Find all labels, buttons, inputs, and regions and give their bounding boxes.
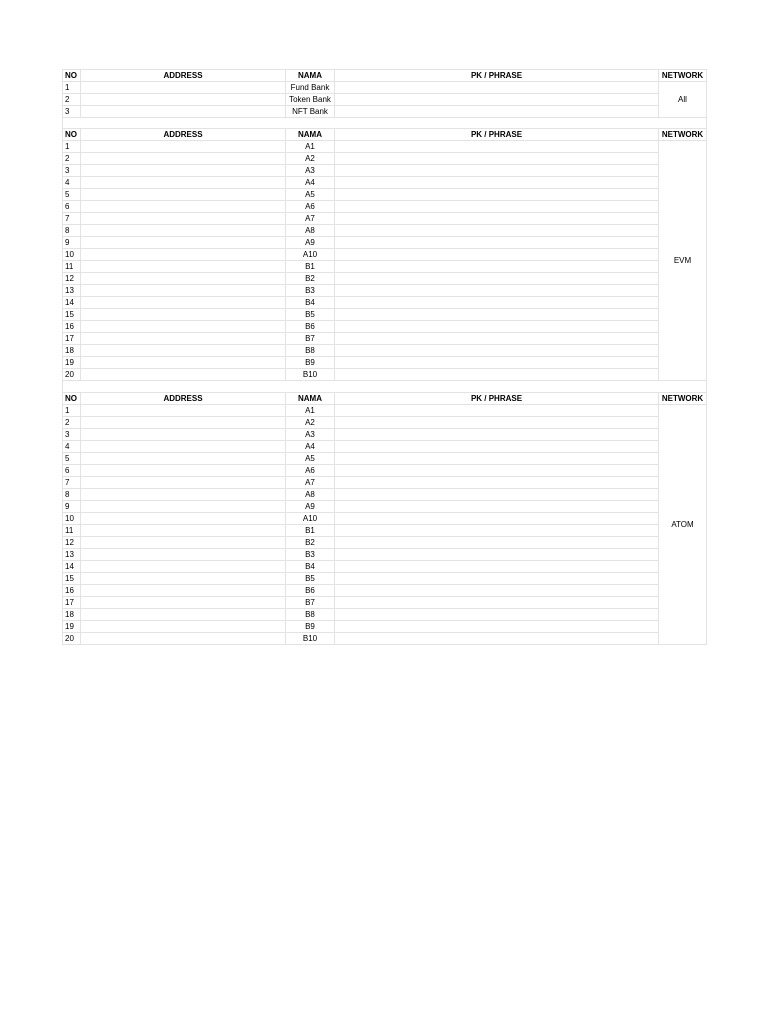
table-row <box>63 548 707 560</box>
nama-cell[interactable]: B2 <box>286 273 335 285</box>
address-cell[interactable] <box>81 273 286 285</box>
nama-cell[interactable]: B5 <box>286 309 335 321</box>
address-cell[interactable] <box>81 452 286 464</box>
row-number-cell: 12 <box>63 273 81 285</box>
address-cell[interactable] <box>81 165 286 177</box>
header-no: NO <box>63 70 81 82</box>
address-cell[interactable] <box>81 225 286 237</box>
table-row <box>63 357 707 369</box>
table-row <box>63 177 707 189</box>
table-row <box>63 201 707 213</box>
address-cell[interactable] <box>81 488 286 500</box>
pk-phrase-cell[interactable] <box>335 416 659 428</box>
header-network: NETWORK <box>659 70 707 82</box>
row-number-cell: 10 <box>63 512 81 524</box>
address-cell[interactable] <box>81 476 286 488</box>
row-number-cell: 13 <box>63 285 81 297</box>
table-row <box>63 428 707 440</box>
row-number-cell: 9 <box>63 237 81 249</box>
table-row <box>63 584 707 596</box>
address-cell[interactable] <box>81 201 286 213</box>
table-row <box>63 369 707 381</box>
nama-cell[interactable]: A4 <box>286 440 335 452</box>
header-pk-phrase: PK / PHRASE <box>335 392 659 404</box>
row-number-cell: 3 <box>63 106 81 118</box>
nama-cell[interactable]: Fund Bank <box>286 82 335 94</box>
header-row <box>63 70 707 82</box>
row-number-cell: 6 <box>63 464 81 476</box>
table-row <box>63 488 707 500</box>
pk-phrase-cell[interactable] <box>335 512 659 524</box>
pk-phrase-cell[interactable] <box>335 261 659 273</box>
table-row <box>63 452 707 464</box>
row-number-cell: 7 <box>63 213 81 225</box>
table-body <box>63 70 707 645</box>
pk-phrase-cell[interactable] <box>335 369 659 381</box>
address-cell[interactable] <box>81 345 286 357</box>
address-cell[interactable] <box>81 357 286 369</box>
pk-phrase-cell[interactable] <box>335 309 659 321</box>
nama-cell[interactable]: B3 <box>286 285 335 297</box>
address-cell[interactable] <box>81 548 286 560</box>
pk-phrase-cell[interactable] <box>335 464 659 476</box>
pk-phrase-cell[interactable] <box>335 225 659 237</box>
row-number-cell: 2 <box>63 416 81 428</box>
row-number-cell: 11 <box>63 261 81 273</box>
table-row <box>63 237 707 249</box>
row-number-cell: 14 <box>63 560 81 572</box>
pk-phrase-cell[interactable] <box>335 82 659 94</box>
pk-phrase-cell[interactable] <box>335 357 659 369</box>
pk-phrase-cell[interactable] <box>335 620 659 632</box>
nama-cell[interactable]: B7 <box>286 596 335 608</box>
nama-cell[interactable]: A6 <box>286 201 335 213</box>
table-row <box>63 153 707 165</box>
address-cell[interactable] <box>81 141 286 153</box>
address-cell[interactable] <box>81 237 286 249</box>
header-row <box>63 129 707 141</box>
nama-cell[interactable]: A8 <box>286 225 335 237</box>
table-row <box>63 297 707 309</box>
pk-phrase-cell[interactable] <box>335 249 659 261</box>
header-pk-phrase: PK / PHRASE <box>335 70 659 82</box>
table-row <box>63 404 707 416</box>
nama-cell[interactable]: B7 <box>286 333 335 345</box>
row-number-cell: 17 <box>63 333 81 345</box>
row-number-cell: 2 <box>63 94 81 106</box>
address-cell[interactable] <box>81 620 286 632</box>
address-cell[interactable] <box>81 524 286 536</box>
row-number-cell: 7 <box>63 476 81 488</box>
pk-phrase-cell[interactable] <box>335 333 659 345</box>
section-spacer-row <box>63 118 707 129</box>
table-row <box>63 106 707 118</box>
pk-phrase-cell[interactable] <box>335 237 659 249</box>
pk-phrase-cell[interactable] <box>335 345 659 357</box>
header-network: NETWORK <box>659 129 707 141</box>
row-number-cell: 15 <box>63 572 81 584</box>
row-number-cell: 19 <box>63 620 81 632</box>
address-cell[interactable] <box>81 82 286 94</box>
nama-cell[interactable]: B3 <box>286 548 335 560</box>
spacer-cell <box>63 118 707 129</box>
table-row <box>63 512 707 524</box>
address-cell[interactable] <box>81 428 286 440</box>
nama-cell[interactable]: B5 <box>286 572 335 584</box>
pk-phrase-cell[interactable] <box>335 94 659 106</box>
section-spacer-row <box>63 381 707 392</box>
row-number-cell: 8 <box>63 225 81 237</box>
row-number-cell: 10 <box>63 249 81 261</box>
nama-cell[interactable]: A7 <box>286 476 335 488</box>
nama-cell[interactable]: NFT Bank <box>286 106 335 118</box>
pk-phrase-cell[interactable] <box>335 201 659 213</box>
header-address: ADDRESS <box>81 70 286 82</box>
address-cell[interactable] <box>81 608 286 620</box>
address-cell[interactable] <box>81 416 286 428</box>
address-cell[interactable] <box>81 464 286 476</box>
nama-cell[interactable]: A5 <box>286 189 335 201</box>
row-number-cell: 14 <box>63 297 81 309</box>
pk-phrase-cell[interactable] <box>335 106 659 118</box>
pk-phrase-cell[interactable] <box>335 548 659 560</box>
table-row <box>63 536 707 548</box>
address-cell[interactable] <box>81 584 286 596</box>
header-address: ADDRESS <box>81 129 286 141</box>
address-cell[interactable] <box>81 632 286 644</box>
table-row <box>63 440 707 452</box>
address-cell[interactable] <box>81 500 286 512</box>
address-cell[interactable] <box>81 177 286 189</box>
pk-phrase-cell[interactable] <box>335 141 659 153</box>
header-nama: NAMA <box>286 392 335 404</box>
pk-phrase-cell[interactable] <box>335 189 659 201</box>
row-number-cell: 12 <box>63 536 81 548</box>
table-row <box>63 165 707 177</box>
pk-phrase-cell[interactable] <box>335 165 659 177</box>
row-number-cell: 3 <box>63 428 81 440</box>
network-cell[interactable]: All <box>659 82 707 118</box>
table-row <box>63 500 707 512</box>
table-row <box>63 596 707 608</box>
table-row <box>63 608 707 620</box>
header-no: NO <box>63 392 81 404</box>
address-cell[interactable] <box>81 440 286 452</box>
header-network: NETWORK <box>659 392 707 404</box>
address-cell[interactable] <box>81 333 286 345</box>
table-row <box>63 309 707 321</box>
address-cell[interactable] <box>81 189 286 201</box>
nama-cell[interactable]: B2 <box>286 536 335 548</box>
address-cell[interactable] <box>81 560 286 572</box>
nama-cell[interactable]: B9 <box>286 620 335 632</box>
address-cell[interactable] <box>81 536 286 548</box>
table-row <box>63 333 707 345</box>
pk-phrase-cell[interactable] <box>335 153 659 165</box>
nama-cell[interactable]: A9 <box>286 237 335 249</box>
pk-phrase-cell[interactable] <box>335 596 659 608</box>
nama-cell[interactable]: A9 <box>286 500 335 512</box>
address-cell[interactable] <box>81 297 286 309</box>
header-pk-phrase: PK / PHRASE <box>335 129 659 141</box>
address-cell[interactable] <box>81 285 286 297</box>
table-row <box>63 572 707 584</box>
pk-phrase-cell[interactable] <box>335 177 659 189</box>
address-cell[interactable] <box>81 369 286 381</box>
header-row <box>63 392 707 404</box>
row-number-cell: 2 <box>63 153 81 165</box>
pk-phrase-cell[interactable] <box>335 500 659 512</box>
nama-cell[interactable]: A8 <box>286 488 335 500</box>
row-number-cell: 4 <box>63 177 81 189</box>
nama-cell[interactable]: A10 <box>286 249 335 261</box>
table-row <box>63 225 707 237</box>
nama-cell[interactable]: B9 <box>286 357 335 369</box>
table-row <box>63 94 707 106</box>
row-number-cell: 3 <box>63 165 81 177</box>
nama-cell[interactable]: A1 <box>286 141 335 153</box>
address-cell[interactable] <box>81 309 286 321</box>
pk-phrase-cell[interactable] <box>335 536 659 548</box>
pk-phrase-cell[interactable] <box>335 428 659 440</box>
pk-phrase-cell[interactable] <box>335 584 659 596</box>
row-number-cell: 8 <box>63 488 81 500</box>
nama-cell[interactable]: B8 <box>286 608 335 620</box>
nama-cell[interactable]: B8 <box>286 345 335 357</box>
pk-phrase-cell[interactable] <box>335 213 659 225</box>
row-number-cell: 1 <box>63 141 81 153</box>
nama-cell[interactable]: B6 <box>286 584 335 596</box>
table-row <box>63 345 707 357</box>
row-number-cell: 15 <box>63 309 81 321</box>
address-cell[interactable] <box>81 404 286 416</box>
nama-cell[interactable]: B4 <box>286 560 335 572</box>
spacer-cell <box>63 381 707 392</box>
table-row <box>63 285 707 297</box>
address-cell[interactable] <box>81 572 286 584</box>
address-cell[interactable] <box>81 321 286 333</box>
row-number-cell: 1 <box>63 82 81 94</box>
address-cell[interactable] <box>81 153 286 165</box>
wallet-table <box>62 69 707 645</box>
nama-cell[interactable]: B4 <box>286 297 335 309</box>
table-row <box>63 476 707 488</box>
table-row <box>63 464 707 476</box>
row-number-cell: 17 <box>63 596 81 608</box>
header-address: ADDRESS <box>81 392 286 404</box>
header-nama: NAMA <box>286 129 335 141</box>
nama-cell[interactable]: A2 <box>286 416 335 428</box>
row-number-cell: 19 <box>63 357 81 369</box>
row-number-cell: 16 <box>63 321 81 333</box>
address-cell[interactable] <box>81 261 286 273</box>
pk-phrase-cell[interactable] <box>335 476 659 488</box>
address-cell[interactable] <box>81 512 286 524</box>
table-row <box>63 82 707 94</box>
nama-cell[interactable]: A10 <box>286 512 335 524</box>
nama-cell[interactable]: A2 <box>286 153 335 165</box>
row-number-cell: 1 <box>63 404 81 416</box>
table-row <box>63 261 707 273</box>
pk-phrase-cell[interactable] <box>335 632 659 644</box>
pk-phrase-cell[interactable] <box>335 440 659 452</box>
nama-cell[interactable]: A5 <box>286 452 335 464</box>
table-row <box>63 560 707 572</box>
nama-cell[interactable]: B1 <box>286 261 335 273</box>
nama-cell[interactable]: A4 <box>286 177 335 189</box>
row-number-cell: 9 <box>63 500 81 512</box>
row-number-cell: 18 <box>63 608 81 620</box>
pk-phrase-cell[interactable] <box>335 452 659 464</box>
row-number-cell: 18 <box>63 345 81 357</box>
address-cell[interactable] <box>81 596 286 608</box>
address-cell[interactable] <box>81 106 286 118</box>
table-row <box>63 249 707 261</box>
pk-phrase-cell[interactable] <box>335 321 659 333</box>
pk-phrase-cell[interactable] <box>335 285 659 297</box>
row-number-cell: 20 <box>63 369 81 381</box>
wallet-sheet <box>62 69 706 645</box>
address-cell[interactable] <box>81 94 286 106</box>
nama-cell[interactable]: A7 <box>286 213 335 225</box>
address-cell[interactable] <box>81 249 286 261</box>
table-row <box>63 189 707 201</box>
table-row <box>63 632 707 644</box>
nama-cell[interactable]: B1 <box>286 524 335 536</box>
nama-cell[interactable]: A1 <box>286 404 335 416</box>
pk-phrase-cell[interactable] <box>335 560 659 572</box>
network-cell[interactable]: ATOM <box>659 404 707 644</box>
row-number-cell: 5 <box>63 189 81 201</box>
table-row <box>63 321 707 333</box>
table-row <box>63 213 707 225</box>
network-cell[interactable]: EVM <box>659 141 707 381</box>
header-nama: NAMA <box>286 70 335 82</box>
row-number-cell: 11 <box>63 524 81 536</box>
header-no: NO <box>63 129 81 141</box>
row-number-cell: 13 <box>63 548 81 560</box>
pk-phrase-cell[interactable] <box>335 404 659 416</box>
row-number-cell: 6 <box>63 201 81 213</box>
nama-cell[interactable]: B10 <box>286 369 335 381</box>
pk-phrase-cell[interactable] <box>335 608 659 620</box>
row-number-cell: 5 <box>63 452 81 464</box>
nama-cell[interactable]: A3 <box>286 428 335 440</box>
nama-cell[interactable]: Token Bank <box>286 94 335 106</box>
row-number-cell: 4 <box>63 440 81 452</box>
address-cell[interactable] <box>81 213 286 225</box>
pk-phrase-cell[interactable] <box>335 488 659 500</box>
table-row <box>63 273 707 285</box>
pk-phrase-cell[interactable] <box>335 273 659 285</box>
row-number-cell: 20 <box>63 632 81 644</box>
nama-cell[interactable]: A6 <box>286 464 335 476</box>
table-row <box>63 620 707 632</box>
pk-phrase-cell[interactable] <box>335 297 659 309</box>
nama-cell[interactable]: A3 <box>286 165 335 177</box>
nama-cell[interactable]: B6 <box>286 321 335 333</box>
row-number-cell: 16 <box>63 584 81 596</box>
pk-phrase-cell[interactable] <box>335 524 659 536</box>
table-row <box>63 141 707 153</box>
nama-cell[interactable]: B10 <box>286 632 335 644</box>
table-row <box>63 524 707 536</box>
pk-phrase-cell[interactable] <box>335 572 659 584</box>
table-row <box>63 416 707 428</box>
